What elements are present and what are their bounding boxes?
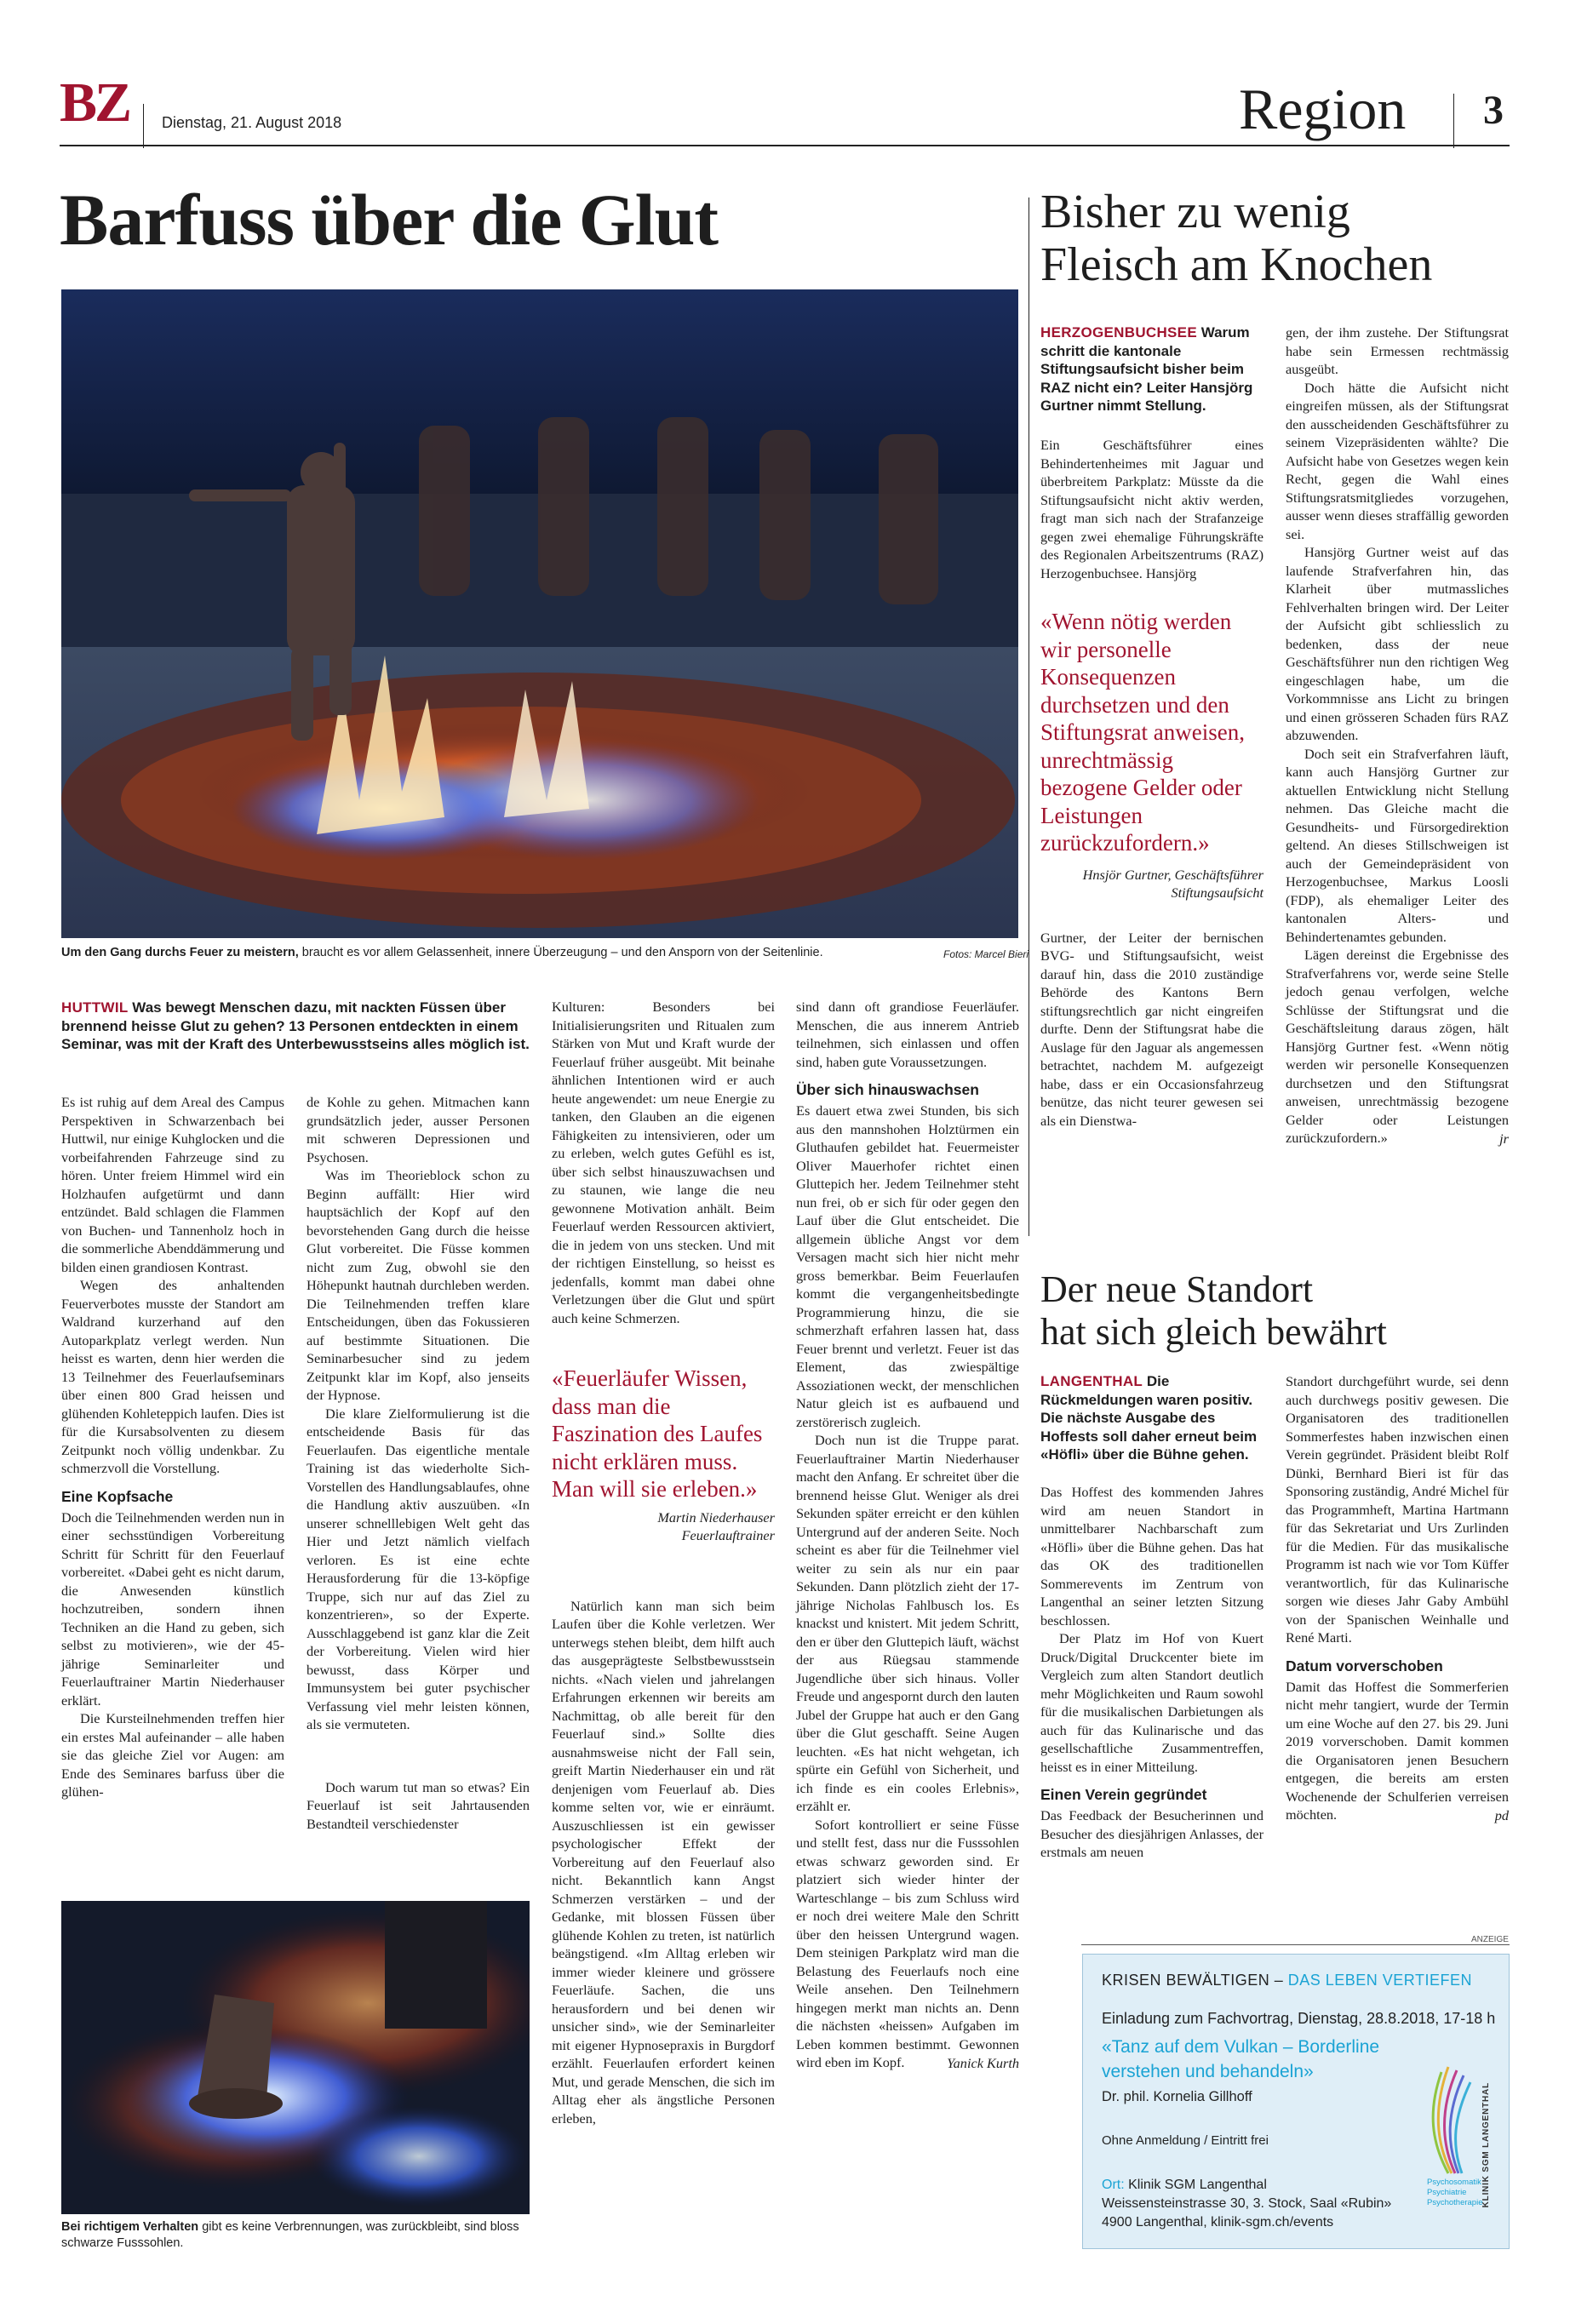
ad-place-label: Ort: <box>1102 2178 1125 2192</box>
ad-place-name: Klinik SGM Langenthal <box>1124 2178 1267 2192</box>
clinic-logo-sub-line: Psychiatrie <box>1427 2188 1467 2197</box>
logo: BZ <box>60 72 130 134</box>
section-title: Region <box>1239 77 1407 141</box>
ad-invite: Einladung zum Fachvortrag, Dienstag, 28.8.2018, 17-18 h <box>1102 2010 1496 2027</box>
firewalk-photo <box>61 289 1018 938</box>
issue-date: Dienstag, 21. August 2018 <box>162 114 342 131</box>
lead-place: HERZOGENBUCHSEE <box>1040 324 1197 341</box>
right-article-1-column-1 <box>1040 436 1263 1130</box>
right-article-2-column-1 <box>1040 1483 1263 1862</box>
photo2-caption-lead: Bei richtigem Verhalten <box>61 2220 199 2234</box>
clinic-logo-sub-line: Psychotherapie <box>1427 2198 1483 2207</box>
paragraph: Doch hätte die Aufsicht nicht eingreifen müssen, als der Stiftungsrat den ausscheidenden Geschäftsführer zu seinem Vizepräsidenten wählte? Die Aufsicht habe von Gesetzes wegen kein Recht, gegen die Wahl eines Stiftungsratsmitgliedes vorzugehen, ausser wenn dieses straffällig geworden sei. <box>1286 379 1509 542</box>
photo-credit: Fotos: Marcel Bieri <box>943 948 1029 960</box>
main-column-3 <box>552 998 775 2127</box>
header-rule <box>60 145 1510 146</box>
main-lead-text: Was bewegt Menschen dazu, mit nackten Füssen über brennend heisse Glut zu gehen? 13 Personen entdeckten in einem Seminar, was mit der Kraft des Unterbewusstseins alles möglich ist. <box>61 999 530 1052</box>
ad-place <box>1102 2176 1391 2232</box>
subheading: Datum vorverschoben <box>1286 1657 1443 1674</box>
paragraph: Das Hoffest des kommenden Jahres wird am neuen Standort in unmittelbarer Nachbarschaft zum «Höfli» über die Bühne gehen. Das hat das OK des traditionellen Sommerevents im Zentrum von Langenthal an seiner letzten Sitzung beschlossen. <box>1040 1484 1263 1629</box>
header-divider-left <box>143 104 144 148</box>
clinic-logo-sub-line: Psychosomatik <box>1427 2178 1481 2187</box>
pull-quote-text: «Feuerläufer Wissen, dass man die Faszination des Laufes nicht erklären muss. Man will sie erleben.» <box>552 1365 763 1502</box>
lead-place: LANGENTHAL <box>1040 1373 1143 1389</box>
photo-caption <box>61 945 913 961</box>
ad-title-line: verstehen und behandeln» <box>1102 2062 1314 2081</box>
ad-note: Ohne Anmeldung / Eintritt frei <box>1102 2133 1269 2148</box>
paragraph: Sofort kontrolliert er seine Füsse und stellt fest, dass nur die Fusssohlen etwas schwarz geworden sind. Er platziert sich wieder hinter der Warteschlange – bis zum Schluss wird er noch drei weitere Male den Schritt über den heissen Untergrund wagen. Dem steinigen Parkplatz wird man die Belastung des Feuerlaufs noch eine Weile ansehen. Den Teilnehmern hingegen merkt man nichts an. Denn die nächsten «heissen» Aufgaben im Leben kommen bestimmt. Gewonnen wird eben im Kopf. <box>796 1816 1019 2070</box>
pull-quote-role: Stiftungsaufsicht <box>1171 884 1263 901</box>
paragraph: Der Platz im Hof von Kuert Druck/Digital Druckcenter biete im Vergleich zum alten Standort deutlich mehr Möglichkeiten und Raum sowohl für die musikalischen Darbietungen als auch für das Kulinarische und das gesellschaftliche Zusammentreffen, heisst es in einer Mitteilung. <box>1040 1630 1263 1775</box>
lead-text: Warum schritt die kantonale Stiftungsaufsicht bisher beim RAZ nicht ein? Leiter Hansjörg Gurtner nimmt Stellung. <box>1040 324 1253 414</box>
paragraph: Doch seit ein Strafverfahren läuft, kann auch Hansjörg Gurtner zur aktuellen Entwicklung nicht Stellung nehmen. Das Gleiche macht die Gesundheits- und Fürsorgedirektion geltend. An dieses Stillschweigen ist auch der Gemeindepräsident von Herzogenbuchsee, Markus Loosli (FDP), als ehemaliger Leiter des kantonalen Alters- und Behindertenamtes gebunden. <box>1286 745 1509 945</box>
headline-line: Fleisch am Knochen <box>1040 238 1433 291</box>
byline: Yanick Kurth <box>947 2054 1019 2071</box>
paragraph: Es dauert etwa zwei Stunden, bis sich aus den mannshohen Holztürmen ein Gluthaufen gebildet hat. Feuermeister Oliver Mauerhofer richtet einen Gluttepich her. Jedem Teilnehmer steht nun frei, ob er sich für oder gegen den Lauf über die Glut entscheidet. Die allgemein übliche Angst vor dem Versagen macht sich hier nicht mehr gross bemerkbar. Beim Feuerlaufen kommt die vergangenheitsbedingte Programmierung hinzu, die sie schmerzhaft erfahren lassen hat, dass Feuer brennt und verletzt. Feuer ist das Element, das zwiespältige Assoziationen weckt, der menschlichen Natur gleich ist es aufbauend und zerstörerisch zugleich. <box>796 1102 1019 1430</box>
paragraph: Das Feedback der Besucherinnen und Besucher des diesjährigen Anlasses, der erstmals am neuen <box>1040 1807 1263 1860</box>
ad-speaker: Dr. phil. Kornelia Gillhoff <box>1102 2089 1252 2104</box>
ad-title <box>1102 2035 1379 2084</box>
paragraph: sind dann oft grandiose Feuerläufer. Menschen, die aus innerem Antrieb teilnehmen, sich einlassen und offen sind, haben gute Voraussetzungen. <box>796 999 1019 1070</box>
feet-illustration <box>61 1901 530 2214</box>
paragraph: Was im Theorieblock schon zu Beginn auffällt: Hier wird hauptsächlich der Kopf auf den bevorstehenden Gang durch die heisse Glut vorbereitet. Die Füsse kommen nicht zum Zug, obwohl sie den Höhepunkt hautnah durchleben werden. Die Teilnehmenden treffen klare Entscheidungen, üben das Fokussieren auf bestimmte Situationen. Die Seminarbesucher sind zu jedem Zeitpunkt klar im Kopf, also jenseits der Hypnose. <box>307 1167 530 1403</box>
firewalk-illustration <box>61 289 1018 938</box>
paragraph: Doch die Teilnehmenden werden nun in einer sechsstündigen Vorbereitung Schritt für Schritt für den Feuerlauf vorbereitet. «Dabei geht es nicht darum, die Anwesenden künstlich hochzutreiben, sondern ihnen Techniken an die Hand zu geben, sich selbst zu motivieren», wie der 45-jährige Seminarleiter und Feuerlauftrainer Martin Niederhauser erklärt. <box>61 1508 284 1709</box>
subheading: Über sich hinauswachsen <box>796 1081 979 1098</box>
paragraph: Die Kursteilnehmenden treffen hier ein erstes Mal aufeinander – alle haben sie das gleiche Ziel vor Augen: am Ende des Seminares barfuss über die glühen- <box>61 1710 284 1800</box>
right-article-1-column-2 <box>1286 323 1509 1148</box>
pull-quote-text: «Wenn nötig werden wir personelle Konsequenzen durchsetzen und den Stiftungsrat anweisen, unrechtmässig bezogene Gelder oder Leistungen zurückzufordern.» <box>1040 609 1245 856</box>
photo2-caption <box>61 2219 528 2252</box>
headline-line: Bisher zu wenig <box>1040 186 1350 238</box>
page-number: 3 <box>1483 88 1504 133</box>
pull-quote <box>552 1365 775 1544</box>
headline-line: Der neue Standort <box>1040 1268 1314 1310</box>
ad-rule <box>1081 1944 1510 1945</box>
ad-title-line: «Tanz auf dem Vulkan – Borderline <box>1102 2037 1380 2057</box>
paragraph: Natürlich kann man sich beim Laufen über die Kohle verletzen. Wer unterwegs stehen bleibt, dem hilft auch das ausgeprägteste Selbstbewusstsein nichts. «Nach vielen und jahrelangen Erfahrungen erkennen wir bereits am Nachmittag, ob alle bereit für den Feuerlauf sind.» Sollte dies ausnahmsweise nicht der Fall sein, greift Martin Niederhauser ein und rät denjenigen vom Feuerlauf ab. Dies komme selten vor, wie er einräumt. Auszuschliessen ist ein gewisser psychologischer Effekt der Vorbereitung auf den Feuerlauf also nicht. Bekanntlich kann Angst Schmerzen verstärken – und der Gedanke, mit blossen Füssen über glühende Kohlen zu treten, ist natürlich beängstigend. «Im Alltag erleben wir immer wieder kleinere und grössere Feuerläufe. Sachen, die uns herausfordern und bei denen wir unsicher sind», wie der Seminarleiter mit eigener Hypnosepraxis in Burgdorf erzählt. Feuerlaufen erfordert keinen Mut, und gerade Menschen, die sich im Alltag eher als ängstliche Personen erleben, <box>552 1597 775 2127</box>
paragraph: Es ist ruhig auf dem Areal des Campus Perspektiven in Schwarzenbach bei Huttwil, nur einige Kuhglocken und die vorbeifahrenden Fahrzeuge sind zu hören. Unter freiem Himmel wird ein Holzhaufen aufgetürmt und dann entzündet. Bald schlagen die Flammen von Buchen- und Tannenholz hoch in die sommerliche Abenddämmerung und bilden einen grandiosen Kontrast. <box>61 1094 284 1275</box>
paragraph: Die klare Zielformulierung ist die entscheidende Basis für das Feuerlaufen. Das eigentliche mentale Training ist das wiederholte Sich-Vorstellen des Handlungsablaufes, ohne die Handlung aktiv auszuüben. «In unserer schnelllebigen Welt geht das Hier und Jetzt nämlich vielfach verloren. Es ist eine echte Herausforderung für die 13-köpfige Truppe, sich nur auf das Ziel zu konzentrieren», so der Experte. Ausschlaggebend ist ganz klar die Zeit der Vorbereitung. Vielen wird hier bewusst, dass Körper und Immunsystem bei guter psychischer Verfassung viel mehr leisten können, als sie vermuteten. <box>307 1405 530 1732</box>
subheading: Eine Kopfsache <box>61 1487 174 1505</box>
ad-kicker-accent: DAS LEBEN VERTIEFEN <box>1287 1972 1472 1989</box>
paragraph: Doch warum tut man so etwas? Ein Feuerlauf ist seit Jahrtausenden Bestandteil verschiedenster <box>307 1778 530 1832</box>
right-article-2-lead <box>1040 1372 1263 1464</box>
ad-kicker-dark: KRISEN BEWÄLTIGEN – <box>1102 1972 1288 1989</box>
clinic-logo-text: KLINIK SGM LANGENTHAL <box>1481 2082 1491 2208</box>
pull-quote <box>1040 608 1263 902</box>
paragraph: Ein Geschäftsführer eines Behindertenheimes mit Jaguar und überbreitem Parkplatz: Müsste da die Stiftungsaufsicht nicht aktiv werden, fragt man sich nach der Strafanzeige gegen zwei ehemalige Führungskräfte des Regionalen Arbeitszentrums (RAZ) Herzogenbuchsee. Hansjörg <box>1040 437 1263 581</box>
right-article-2-headline <box>1040 1268 1387 1354</box>
paragraph: de Kohle zu gehen. Mitmachen kann grundsätzlich jeder, ausser Personen mit schweren Depressionen und Psychosen. <box>307 1094 530 1165</box>
paragraph: Wegen des anhaltenden Feuerverbotes musste der Standort am Waldrand kurzerhand auf den Autoparkplatz verlegt werden. Nun heisst es warten, denn hier werden die 13 Teilnehmer des Feuerlaufseminars über einen 800 Grad heissen und glühenden Kohleteppich laufen. Dies ist für die Kursabsolventen zu diesem Zeitpunkt noch völlig undenkbar. Zu schmerzvoll die Vorstellung. <box>61 1277 284 1476</box>
byline: jr <box>1499 1130 1509 1147</box>
ad-kicker <box>1102 1972 1472 1989</box>
paragraph: Standort durchgeführt wurde, sei denn auch durchwegs positiv gewesen. Die Organisatoren des traditionellen Sommerfestes haben inzwischen einen Verein gegründet. Präsident bleibt Rolf Dünki, Bernhard Bieri ist für das Sponsoring zuständig, André Michel für das Programmheft, Martina Hartmann für das Sekretariat und Urs Zurlinden für die Medien. Für das musikalische Programm ist nach wie vor Tom Küffer verantwortlich, für das Kulinarische sorgen wie dieses Jahr Gaby Ambühl von der Spanischen Weinhalle und René Marti. <box>1286 1373 1509 1646</box>
main-column-2 <box>307 1093 530 1833</box>
pull-quote-author: Martin Niederhauser <box>657 1508 775 1525</box>
paragraph: Gurtner, der Leiter der bernischen BVG- und Stiftungsaufsicht, weist darauf hin, dass die 2010 zuständige Behörde des Kantons Bern stiftungsrechtlich gar nicht eingreifen durfte. Denn der Stiftungsrat habe die Auslage für den Jaguar als angemessen betrachtet, nachdem M. aufgezeigt habe, dass er ein Occasionsfahrzeug benütze, das nicht teurer gewesen sei als ein Dienstwa- <box>1040 929 1263 1129</box>
paragraph: gen, der ihm zustehe. Der Stiftungsrat habe sein Ermessen rechtmässig ausgeübt. <box>1286 324 1509 377</box>
paragraph: Damit das Hoffest die Sommerferien nicht mehr tangiert, wurde der Termin um eine Woche auf den 27. bis 29. Juni 2019 vorverschoben. Damit kommen die Organisatoren jenen Besuchern entgegen, die bereits am ersten Wochenende der Schulferien verreisen möchten. <box>1286 1678 1509 1823</box>
main-headline: Barfuss über die Glut <box>60 179 719 260</box>
pull-quote-author: Hnsjör Gurtner, Geschäftsführer <box>1082 866 1263 883</box>
advertisement <box>1082 1954 1510 2249</box>
photo-caption-text: braucht es vor allem Gelassenheit, innere Überzeugung – und den Ansporn von der Seitenlinie. <box>298 946 823 959</box>
right-article-1-headline <box>1040 186 1432 291</box>
paragraph: Hansjörg Gurtner weist auf das laufende Strafverfahren hin, das Klarheit über mutmassliches Fehlverhalten bringen wird. Der Leiter der Aufsicht gibt schliesslich zu bedenken, dass der neue Geschäftsführer nun den richtigen Weg eingeschlagen habe, um die Vorkommnisse ans Licht zu bringen und einen grösseren Schaden fürs RAZ abzuwenden. <box>1286 544 1509 743</box>
main-column-1 <box>61 1093 284 1801</box>
byline: pd <box>1494 1806 1509 1823</box>
clinic-logo-sub <box>1427 2178 1482 2208</box>
main-column-4 <box>796 998 1019 2072</box>
paragraph: Kulturen: Besonders bei Initialisierungsriten und Ritualen zum Stärken von Mut und Kraft wurde der Feuerlauf früher ausgeübt. Mit beinahe ähnlichen Intentionen wird er auch heute angewendet: um neue Energie zu tanken, den Glauben an die eigenen Fähigkeiten zu intensivieren, oder um zu erleben, welch gutes Gefühl es ist, über sich selbst hinauszuwachsen und zu staunen, wie lange die neu gewonnene Motivation anhält. Beim Feuerlauf werden Ressourcen aktiviert, die in jedem von uns stecken. Und mit der richtigen Einstellung, so heisst es jedenfalls, kommt man dabei ohne Verletzungen über die Glut und spürt auch keine Schmerzen. <box>552 999 775 1326</box>
clinic-logo-icon <box>1428 2058 1479 2178</box>
right-article-1-lead <box>1040 323 1260 415</box>
pull-quote-role: Feuerlauftrainer <box>681 1526 775 1543</box>
header-divider-right <box>1453 94 1454 148</box>
ad-label: ANZEIGE <box>1468 1935 1509 1944</box>
right-article-2-column-2 <box>1286 1372 1509 1824</box>
subheading: Einen Verein gegründet <box>1040 1786 1207 1803</box>
paragraph: Doch nun ist die Truppe parat. Feuerlauftrainer Martin Niederhauser macht den Anfang. Er schreitet über die brennend heisse Glut. Weniger als drei Sekunden später erreicht er den kühlen Untergrund auf der anderen Seite. Noch scheint es aber für die Teilnehmer viel weiter zu sein als nur ein paar Sekunden. Dann plötzlich zieht der 17-jährige Nicholas Fahlbusch los. Es knackst und knistert. Mit jedem Schritt, den er über den Gluttepich läuft, wächst der aus Rüegsau stammende Jugendliche über sich hinaus. Voller Freude und angespornt durch den lauten Jubel der Gruppe hat auch er den Gang über die Glut geschafft. Seine Augen leuchten. «Es hat nicht wehgetan, ich spürte ein Gefühl von Sicherheit, und ich finde es ein cooles Erlebnis», erzählt er. <box>796 1432 1019 1814</box>
ad-place-city: 4900 Langenthal, klinik-sgm.ch/events <box>1102 2215 1334 2230</box>
paragraph: Lägen dereinst die Ergebnisse des Strafverfahrens vor, werde seine Stelle jedoch genau verfolgen, welche Schlüsse der Stiftungsrat und die Geschäftsleitung daraus zögen, hält Hansjörg Gurtner fest. «Wenn nötig werden wir personelle Konsequenzen durchsetzen und den Stiftungsrat anweisen, unrechtmässig bezogene Gelder oder Leistungen zurückzufordern.» <box>1286 947 1509 1146</box>
main-lead <box>61 999 531 1054</box>
feet-photo <box>61 1901 530 2214</box>
photo-caption-lead: Um den Gang durchs Feuer zu meistern, <box>61 946 299 959</box>
ad-place-address: Weissensteinstrasse 30, 3. Stock, Saal «Rubin» <box>1102 2196 1392 2211</box>
photo2-caption-text: gibt es keine Verbrennungen, was zurückbleibt, sind bloss schwarze Fusssohlen. <box>61 2220 519 2250</box>
headline-line: hat sich gleich bewährt <box>1040 1311 1387 1353</box>
main-lead-place: HUTTWIL <box>61 999 129 1016</box>
lead-text: Die Rückmeldungen waren positiv. Die nächste Ausgabe des Hoffests soll daher erneut beim «Höfli» über die Bühne gehen. <box>1040 1373 1258 1463</box>
